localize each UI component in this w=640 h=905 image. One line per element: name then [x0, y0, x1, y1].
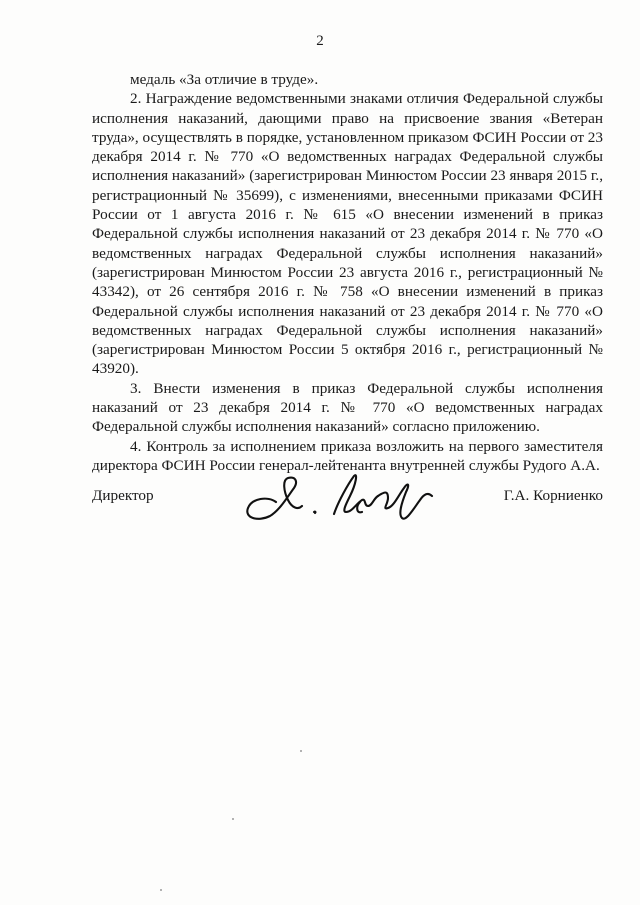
- paragraph-continuation: медаль «За отличие в труде».: [130, 71, 319, 88]
- scan-speck: [160, 889, 162, 891]
- scan-speck: [300, 750, 302, 752]
- paragraph-item-4: 4. Контроль за исполнением приказа возложить на первого заместителя директора ФСИН России генерал-лейтенанта внутренней службы Рудого А.А.: [92, 437, 603, 474]
- page-number: 2: [316, 33, 324, 49]
- signatory-name: Г.А. Корниенко: [503, 487, 603, 504]
- scan-speck: [232, 818, 234, 820]
- signatory-title: Директор: [92, 487, 154, 504]
- paragraph-item-2: 2. Награждение ведомственными знаками отличия Федеральной службы исполнения наказаний, дающими право на присвоение звания «Ветеран труда», осуществлять в порядке, установленном приказом ФСИН России от 23 декабря 2014 г. № 770 «О ведомственных наградах Федеральной службы исполнения наказаний» (зарегистрирован Минюстом России 23 января 2015 г., регистрационный № 35699), с изменениями, внесенными приказами ФСИН России от 1 августа 2016 г. № 615 «О внесении изменений в приказ Федеральной службы исполнения наказаний от 23 декабря 2014 г. № 770 «О ведомственных наградах Федеральной службы исполнения наказаний» (зарегистрирован Минюстом России 23 августа 2016 г., регистрационный № 43342), от 26 сентября 2016 г. № 758 «О внесении изменений в приказ Федеральной службы исполнения наказаний от 23 декабря 2014 г. № 770 «О ведомственных наградах Федеральной службы исполнения наказаний» (зарегистрирован Минюстом России 5 октября 2016 г., регистрационный № 43920).: [92, 90, 603, 378]
- document-body: [92, 70, 603, 475]
- paragraph-item-3: 3. Внести изменения в приказ Федеральной службы исполнения наказаний от 23 декабря 2014 г. № 770 «О ведомственных наградах Федеральной службы исполнения наказаний» согласно приложению.: [92, 379, 603, 436]
- handwritten-signature: [238, 462, 442, 530]
